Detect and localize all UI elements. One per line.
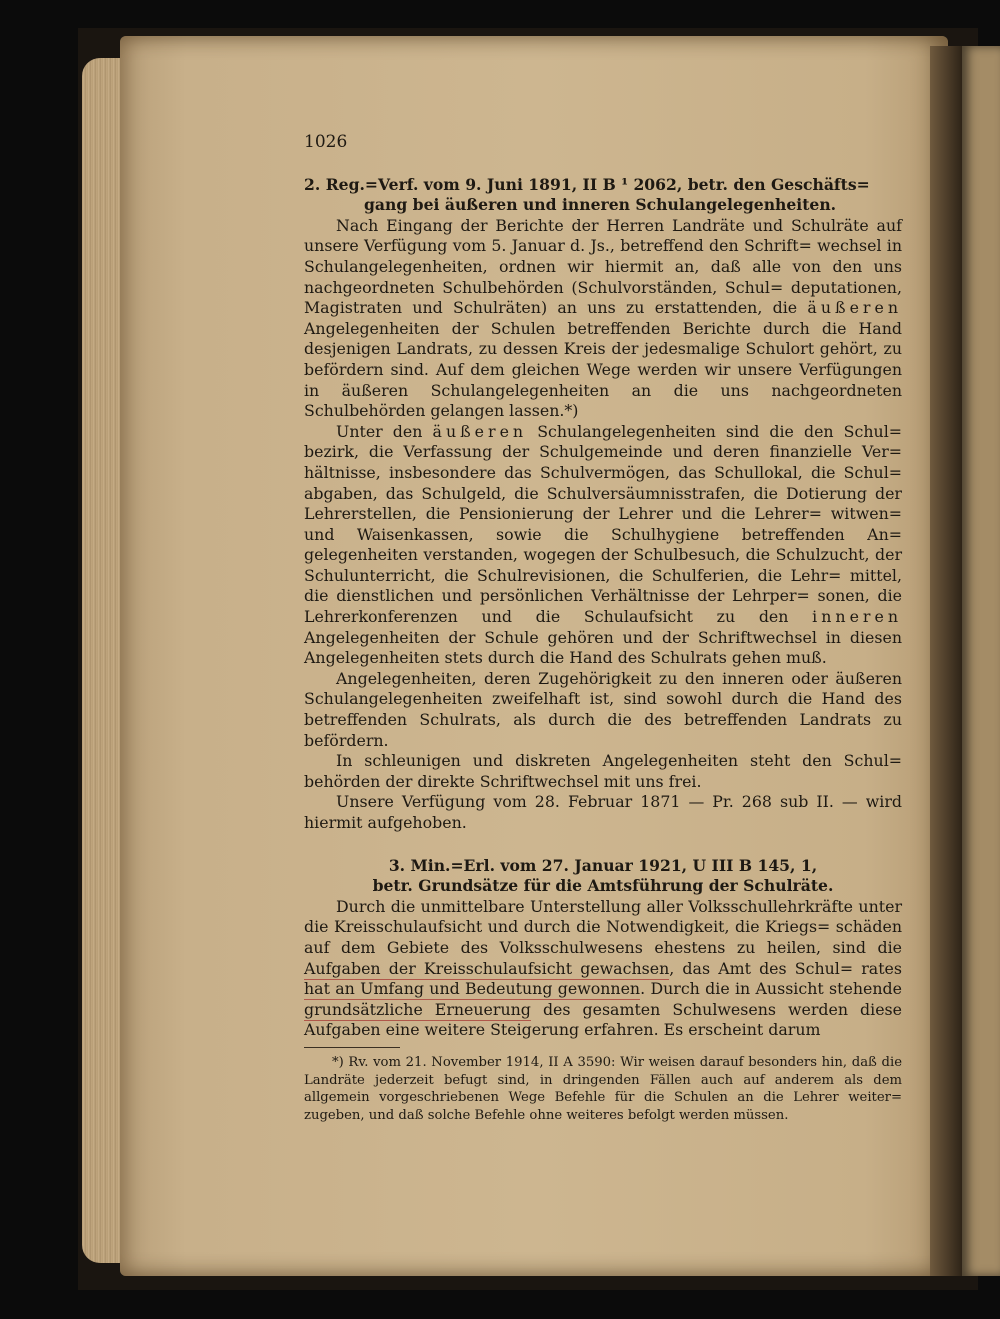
text-run: Angelegenheiten der Schulen betreffenden Berichte durch die Hand desjenigen Landrats, zu dessen Kreis der jedesmalige Schulort gehört, zu befördern sind. Auf dem gleichen Wege werden wir unsere Verfügungen in äußeren Schulangelegenheiten an die uns nachgeordneten Schulbehörden gelangen lassen.*) xyxy=(304,318,902,421)
section-3 xyxy=(304,856,902,1041)
text-run: Schulangelegenheiten sind die den Schul= bezirk, die Verfassung der Schulgemeinde und deren finanzielle Ver= hältnisse, insbesondere das Schulvermögen, das Schullokal, die Schul= abgaben, das Schulgeld, die Schulversäumnisstrafen, die Dotierung der Lehrerstellen, die Pensionierung der Lehrer und die Lehrer= witwen= und Waisenkassen, sowie die Schulhygiene betreffenden An= gelegenheiten verstanden, wogegen der Schulbesuch, die Schulzucht, der Schulunterricht, die Schulrevisionen, die Schulferien, die Lehr= mittel, die dienstlichen und persönlichen Verhältnisse der Lehrper= sonen, die Lehrerkonferenzen und die Schulaufsicht zu den xyxy=(304,421,902,627)
text-run: des gesamten Schulwesens werden diese Aufgaben eine weitere Steigerung erfahren. Es erscheint darum xyxy=(304,999,902,1040)
text-run: Nach Eingang der Berichte der Herren Landräte und Schulräte auf unsere Verfügung vom 5. Januar d. Js., betreffend den Schrift= wechsel in Schulangelegenheiten, ordnen wir hiermit an, daß alle von den uns nachgeordneten Schulbehörden (Schulvorständen, Schul= deputationen, Magistraten und Schulräten) an uns zu erstattenden, die xyxy=(304,215,902,318)
text-run: Angelegenheiten der Schule gehören und der Schriftwechsel in diesen Angelegenheiten stets durch die Hand des Schulrats gehen muß. xyxy=(304,627,902,668)
emphasized-word: äußeren xyxy=(807,298,902,318)
section-3-heading-line-2: betr. Grundsätze für die Amtsführung der Schulräte. xyxy=(372,876,834,896)
underlined-text: hat an Umfang und Bedeutung gewonnen xyxy=(304,979,641,999)
section-gap xyxy=(304,834,902,856)
emphasized-word: inneren xyxy=(812,607,902,627)
section-3-paragraph-1 xyxy=(304,897,902,1041)
section-2-heading-line-2: gang bei äußeren und inneren Schulangelegenheiten. xyxy=(364,195,837,215)
section-3-heading-line-1: 3. Min.=Erl. vom 27. Januar 1921, U III B 145, 1, xyxy=(388,855,818,875)
section-2 xyxy=(304,175,902,834)
section-2-paragraph-4: In schleunigen und diskreten Angelegenheiten steht den Schul= behörden der direkte Schriftwechsel mit uns frei. xyxy=(304,751,902,791)
text-run: . Durch die in Aussicht stehende xyxy=(640,979,902,999)
section-2-paragraph-3: Angelegenheiten, deren Zugehörigkeit zu den inneren oder äußeren Schulangelegenheiten zweifelhaft ist, sind sowohl durch die Hand des betreffenden Schulrats, als durch die des betreffenden Landrats zu befördern. xyxy=(304,668,902,750)
book-gutter xyxy=(930,46,964,1276)
section-2-heading-line-1: 2. Reg.=Verf. vom 9. Juni 1891, II B ¹ 2062, betr. den Geschäfts= xyxy=(304,174,870,194)
text-run: Durch die unmittelbare Unterstellung aller Volksschullehrkräfte unter die Kreisschulaufsicht und durch die Notwendigkeit, die Kriegs= schäden auf dem Gebiete des Volksschulwesens ehestens zu heilen, sind die xyxy=(304,896,902,957)
underlined-text: grundsätzliche Erneuerung xyxy=(304,999,531,1019)
emphasized-word: äußeren xyxy=(432,421,528,441)
page-number: 1026 xyxy=(304,132,348,152)
section-2-paragraph-5: Unsere Verfügung vom 28. Februar 1871 — Pr. 268 sub II. — wird hiermit aufgehoben. xyxy=(304,792,902,832)
page-content xyxy=(304,132,902,1124)
footnote-divider xyxy=(304,1047,400,1048)
text-run: Unter den xyxy=(336,421,423,441)
section-2-paragraph-1 xyxy=(304,216,902,422)
section-2-paragraph-2 xyxy=(304,422,902,669)
footnote: *) Rv. vom 21. November 1914, II A 3590: Wir weisen darauf besonders hin, daß die Landräte jederzeit befugt sind, in dringenden Fällen auch auf anderem als dem allgemein vorgeschriebenen Wege Befehle für die Schulen an die Lehrer weiter= zugeben, und daß solche Befehle ohne weiteres befolgt werden müssen. xyxy=(304,1054,902,1123)
underlined-text: Aufgaben der Kreisschulaufsicht gewachsen xyxy=(304,958,670,978)
facing-page-edge xyxy=(962,46,1000,1276)
text-run: , das Amt des Schul= rates xyxy=(669,958,902,978)
